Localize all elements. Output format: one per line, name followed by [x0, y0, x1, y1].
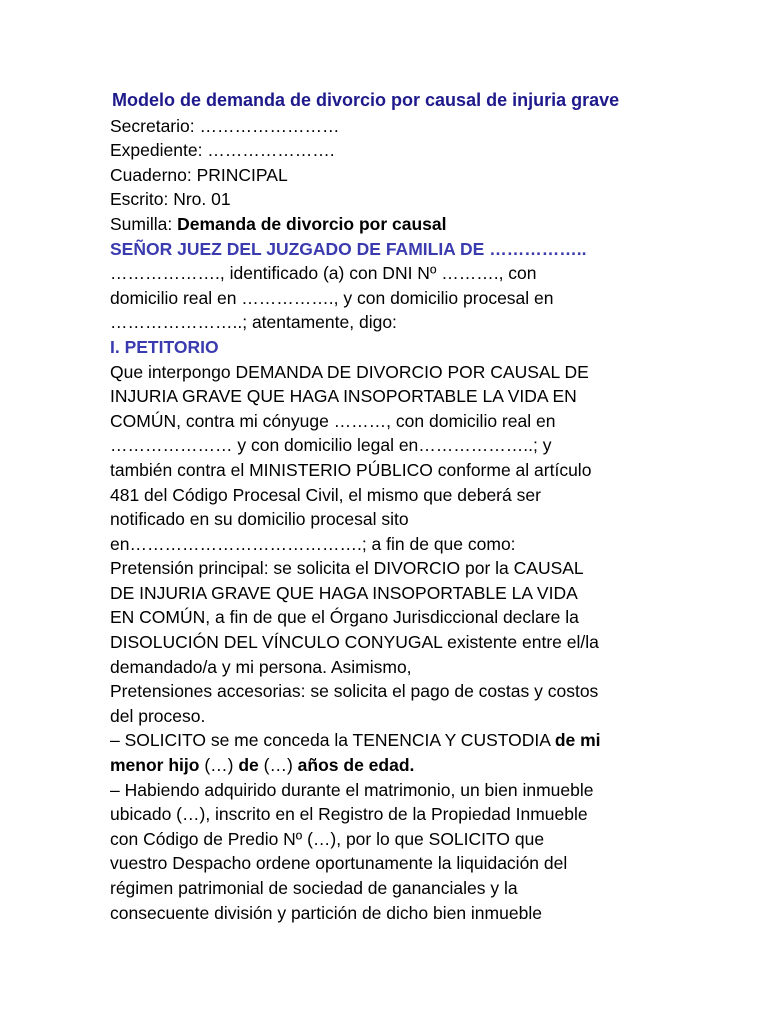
tenencia-line [110, 728, 670, 753]
bien-line: vuestro Despacho ordene oportunamente la liquidación del [110, 853, 568, 874]
sumilla-label: Sumilla: [110, 213, 178, 234]
field-expediente: Expediente: …………………. [110, 140, 335, 161]
petitorio-line: COMÚN, contra mi cónyuge ………, con domicilio real en [110, 410, 556, 431]
tenencia-text: (…) [199, 755, 239, 776]
intro-line: …………………..; atentamente, digo: [110, 312, 397, 333]
petitorio-line: demandado/a y mi persona. Asimismo, [110, 656, 412, 677]
document-page [110, 88, 670, 925]
tenencia-text: – SOLICITO se me conceda la TENENCIA Y CUSTODIA [110, 730, 555, 751]
petitorio-line: del proceso. [110, 705, 206, 726]
petitorio-line: Que interpongo DEMANDA DE DIVORCIO POR CAUSAL DE [110, 361, 589, 382]
petitorio-line: INJURIA GRAVE QUE HAGA INSOPORTABLE LA VIDA EN [110, 386, 577, 407]
petitorio-line: EN COMÚN, a fin de que el Órgano Jurisdiccional declare la [110, 607, 579, 628]
sumilla-value: Demanda de divorcio por causal [177, 213, 447, 234]
field-sumilla [110, 212, 670, 237]
field-escrito: Escrito: Nro. 01 [110, 189, 231, 210]
bien-line: ubicado (…), inscrito en el Registro de la Propiedad Inmueble [110, 804, 588, 825]
field-secretario: Secretario: …………………… [110, 115, 340, 136]
petitorio-line: DE INJURIA GRAVE QUE HAGA INSOPORTABLE LA VIDA [110, 582, 578, 603]
tenencia-bold: de [238, 755, 259, 776]
bien-line: con Código de Predio Nº (…), por lo que SOLICITO que [110, 828, 545, 849]
bien-line: – Habiendo adquirido durante el matrimonio, un bien inmueble [110, 779, 594, 800]
petitorio-line: 481 del Código Procesal Civil, el mismo que deberá ser [110, 484, 541, 505]
intro-line: domicilio real en ……………., y con domicilio procesal en [110, 287, 554, 308]
petitorio-line: en………………………………….; a fin de que como: [110, 533, 516, 554]
petitorio-line: Pretensión principal: se solicita el DIVORCIO por la CAUSAL [110, 558, 584, 579]
petitorio-line: notificado en su domicilio procesal sito [110, 509, 409, 530]
bien-line: régimen patrimonial de sociedad de gananciales y la [110, 878, 518, 898]
tenencia-line [110, 753, 670, 778]
addressee-heading: SEÑOR JUEZ DEL JUZGADO DE FAMILIA DE …………….. [110, 238, 587, 259]
petitorio-line: ………………… y con domicilio legal en………………..; y [110, 435, 552, 456]
section-petitorio-heading: I. PETITORIO [110, 336, 219, 357]
bien-line: consecuente división y partición de dicho bien inmueble [110, 902, 542, 923]
tenencia-bold: de mi [554, 730, 601, 751]
field-cuaderno: Cuaderno: PRINCIPAL [110, 164, 288, 185]
tenencia-bold: menor hijo [110, 755, 200, 776]
petitorio-line: Pretensiones accesorias: se solicita el pago de costas y costos [110, 681, 599, 702]
intro-line: ………………., identificado (a) con DNI Nº ………., con [110, 263, 537, 284]
petitorio-line: también contra el MINISTERIO PÚBLICO conforme al artículo [110, 459, 592, 480]
tenencia-bold: años de edad. [297, 755, 415, 776]
document-title: Modelo de demanda de divorcio por causal de injuria grave [112, 90, 620, 110]
petitorio-line: DISOLUCIÓN DEL VÍNCULO CONYUGAL existente entre el/la [110, 632, 599, 653]
tenencia-text: (…) [258, 755, 298, 776]
